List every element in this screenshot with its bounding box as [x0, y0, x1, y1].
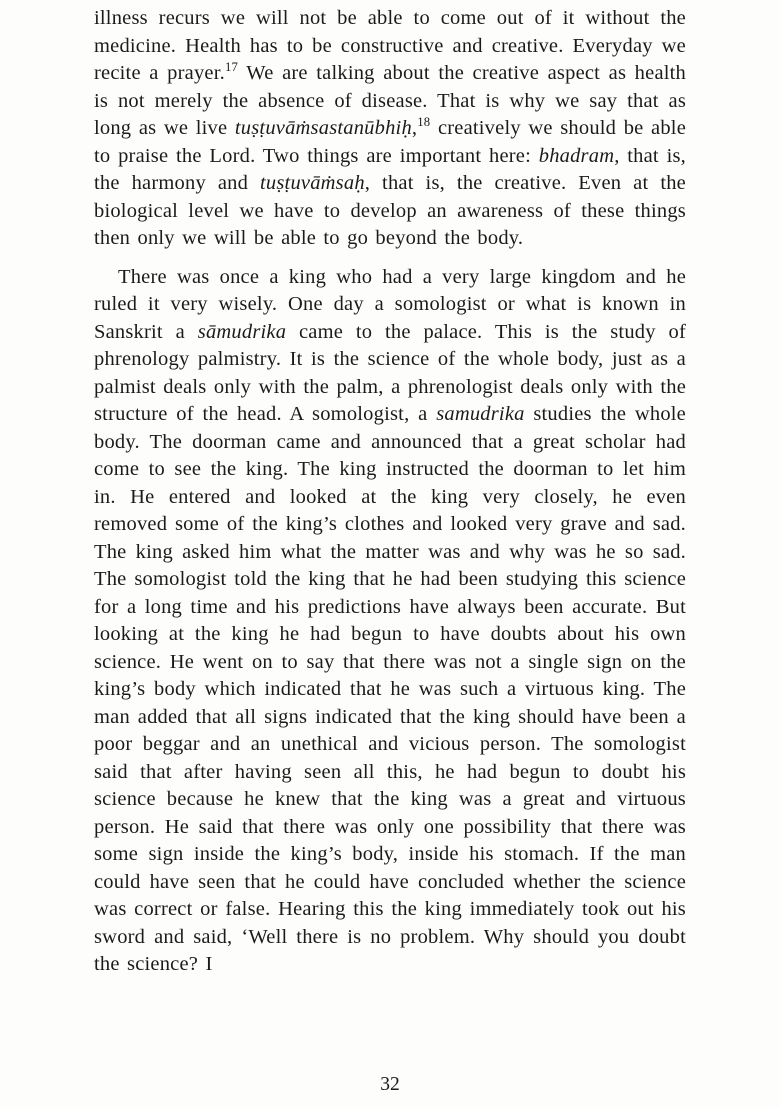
body-text: creatively we should be able to praise the Lord. Two things are important here: — [94, 117, 686, 167]
italic-term: samudrika — [436, 403, 525, 425]
paragraph — [94, 5, 686, 253]
body-text: , — [411, 117, 418, 139]
body-text: , that is, the harmony and — [94, 144, 686, 194]
italic-term: tuṣṭuvāṁsastanūbhiḥ — [234, 117, 412, 139]
text-block — [94, 5, 686, 979]
italic-term: tuṣṭuvāṁsaḥ — [260, 172, 365, 194]
body-text: came to the palace. This is the study of phrenology palmistry. It is the science of the whole body, just as a palmist deals only with the palm, a phrenologist deals only with the structure of the head. A somologist, a — [94, 320, 686, 425]
paragraph — [94, 264, 686, 979]
page-number: 32 — [380, 1074, 400, 1095]
body-text: There was once a king who had a very large kingdom and he ruled it very wisely. One day a somologist or what is known in Sanskrit a — [94, 265, 686, 343]
body-text: studies the whole body. The doorman came and announced that a great scholar had come to see the king. The king instructed the doorman to let him in. He entered and looked at the king very closely, he even removed some of the king’s clothes and looked very grave and sad. The king asked him what the matter was and why was he so sad. The somologist told the king that he had been studying this science for a long time and his predictions have always been accurate. But looking at the king he had begun to have doubts about his own science. He went on to say that there was not a single sign on the king’s body which indicated that he was such a virtuous king. The man added that all signs indicated that the king should have been a poor beggar and an unethical and vicious person. The somologist said that after having seen all this, he had begun to doubt his science because he knew that the king was a great and virtuous person. He said that there was only one possibility that there was some sign inside the king’s body, inside his stomach. If the man could have seen that he could have concluded whether the science was correct or false. Hearing this the king immediately took out his sword and said, ‘Well there is no problem. Why should you doubt the science? I — [94, 403, 686, 975]
body-text: We are talking about the creative aspect as health is not merely the absence of disease. That is why we say that as long as we live — [94, 62, 687, 139]
italic-term: sāmudrika — [197, 320, 287, 343]
body-text: , that is, the creative. Even at the biological level we have to develop an awareness of these things then only we will be able to go beyond the body. — [94, 172, 686, 249]
italic-term: bhadram — [538, 144, 615, 167]
footnote-reference: 17 — [224, 60, 239, 75]
body-text: illness recurs we will not be able to come out of it without the medicine. Health has to be constructive and creative. Everyday we recite a prayer. — [94, 7, 686, 84]
footnote-reference: 18 — [417, 115, 431, 130]
